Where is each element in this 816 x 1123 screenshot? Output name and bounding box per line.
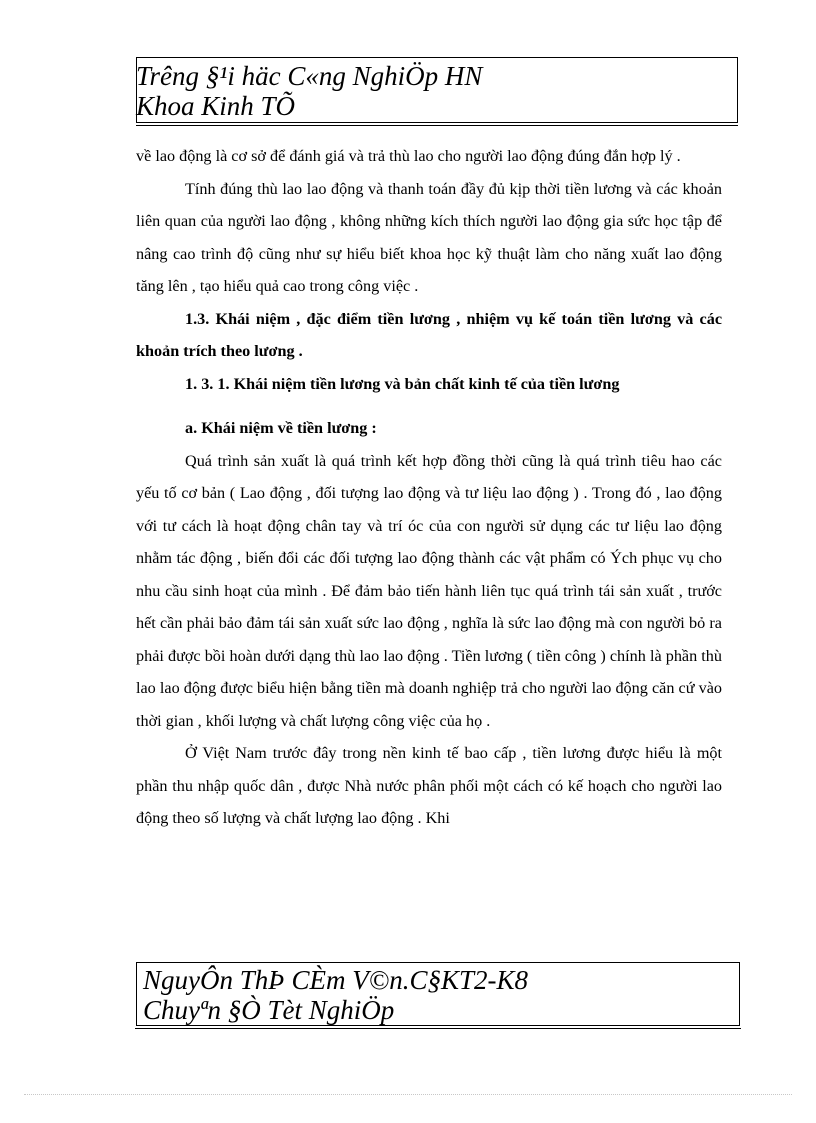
section-heading-1-3: 1.3. Khái niệm , đặc điểm tiền lương , nhiệm vụ kế toán tiền lương và các khoản trích theo lương . <box>136 309 722 360</box>
section-heading-1-3-1: 1. 3. 1. Khái niệm tiền lương và bản chất kinh tế của tiền lương <box>185 374 620 393</box>
header-school-name: Trêng §¹i häc C«ng NghiÖp HN <box>136 61 483 91</box>
subsection-heading-a: a. Khái niệm về tiền lương : <box>185 419 377 437</box>
page-footer <box>136 962 740 1026</box>
paragraph-compensation: Tính đúng thù lao lao động và thanh toán đầy đủ kịp thời tiền lương và các khoản liên quan của người lao động , không những kích thích người lao động gia sức học tập để nâng cao trình độ cũng như sự hiểu biết khoa học kỹ thuật làm cho năng xuất lao động tăng lên , tạo hiểu quả cao trong công việc . <box>136 179 722 295</box>
footer-document-type: Chuyªn §Ò Tèt NghiÖp <box>143 995 395 1025</box>
document-body <box>136 140 722 835</box>
footer-author: NguyÔn ThÞ CÈm V©n.C§KT2-K8 <box>143 965 529 995</box>
paragraph-vietnam-wage: Ở Việt Nam trước đây trong nền kinh tế bao cấp , tiền lương được hiểu là một phần thu nhập quốc dân , được Nhà nước phân phối một cách có kế hoạch cho người lao động theo số lượng và chất lượng lao động . Khi <box>136 744 722 827</box>
page-header <box>136 57 738 123</box>
header-faculty-name: Khoa Kinh TÕ <box>136 91 296 121</box>
paragraph-wage-concept: Quá trình sản xuất là quá trình kết hợp đồng thời cũng là quá trình tiêu hao các yếu tố cơ bản ( Lao động , đối tượng lao động và tư liệu lao động ) . Trong đó , lao động với tư cách là hoạt động chân tay và trí óc của con người sử dụng các tư liệu lao động nhằm tác động , biến đổi các đối tượng lao động thành các vật phẩm có Ých phục vụ cho nhu cầu sinh hoạt của mình . Để đảm bảo tiến hành liên tục quá trình tái sản xuất , trước hết cần phải bảo đảm tái sản xuất sức lao động , nghĩa là sức lao động mà con người bỏ ra phải được bồi hoàn dưới dạng thù lao lao động . Tiền lương ( tiền công ) chính là phần thù lao lao động được biểu hiện bằng tiền mà doanh nghiệp trả cho người lao động căn cứ vào thời gian , khối lượng và chất lượng công việc của họ . <box>136 451 722 730</box>
page-bottom-divider <box>24 1094 792 1095</box>
paragraph-continuation: về lao động là cơ sở để đánh giá và trả thù lao cho người lao động đúng đắn hợp lý . <box>136 147 681 165</box>
